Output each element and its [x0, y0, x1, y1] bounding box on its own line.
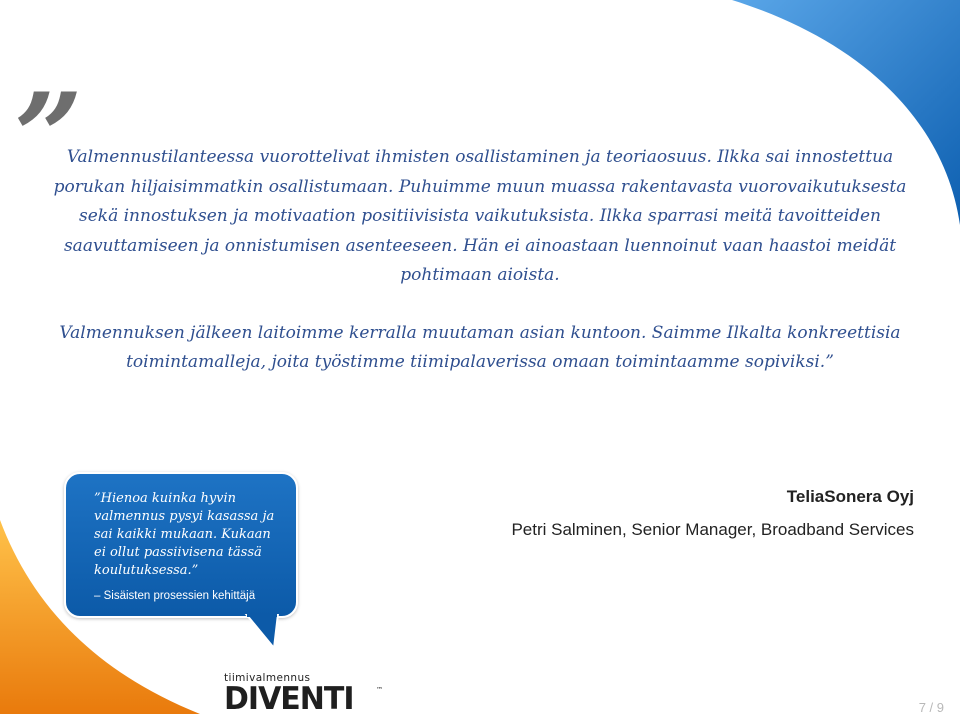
testimonial-quote: [40, 143, 920, 378]
speech-bubble: [64, 472, 298, 618]
logo-trademark: ™: [376, 686, 383, 694]
logo-wordmark: DIVENTI: [224, 680, 354, 718]
person-title: Petri Salminen, Senior Manager, Broadband Services: [511, 520, 914, 539]
bubble-signature: – Sisäisten prosessien kehittäjä: [94, 590, 256, 602]
quote-mark-icon: ”: [14, 67, 78, 208]
quote-paragraph-2: Valmennuksen jälkeen laitoimme kerralla muutaman asian kuntoon. Saimme Ilkalta konkreettisia toimintamalleja, joita työstimme tiimipalaverissa omaan toimintaamme sopiviksi.”: [59, 322, 901, 372]
company-name: TeliaSonera Oyj: [786, 487, 914, 506]
logo-tagline: tiimivalmennus: [224, 672, 311, 684]
diventi-logo: [224, 672, 383, 718]
bubble-quote: ”Hienoa kuinka hyvin valmennus pysyi kasassa ja sai kaikki mukaan. Kukaan ei ollut passiivisena tässä koulutuksessa.”: [94, 491, 275, 578]
page-number: 7 / 9: [918, 700, 944, 715]
speech-bubble-tail: [244, 614, 284, 650]
quote-paragraph-1: Valmennustilanteessa vuorottelivat ihmisten osallistaminen ja teoriaosuus. Ilkka sai innostettua porukan hiljaisimmatkin osallistumaan. Puhuimme muun muassa rakentavasta vuorovaikutuksesta sekä innostuksen ja motivaation positiivisista vaikutuksista. Ilkka sparrasi meitä tavoitteiden saavuttamiseen ja onnistumisen asenteeseen. Hän ei ainoastaan luennoinut vaan haastoi meidät pohtimaan aioista.: [53, 147, 907, 285]
